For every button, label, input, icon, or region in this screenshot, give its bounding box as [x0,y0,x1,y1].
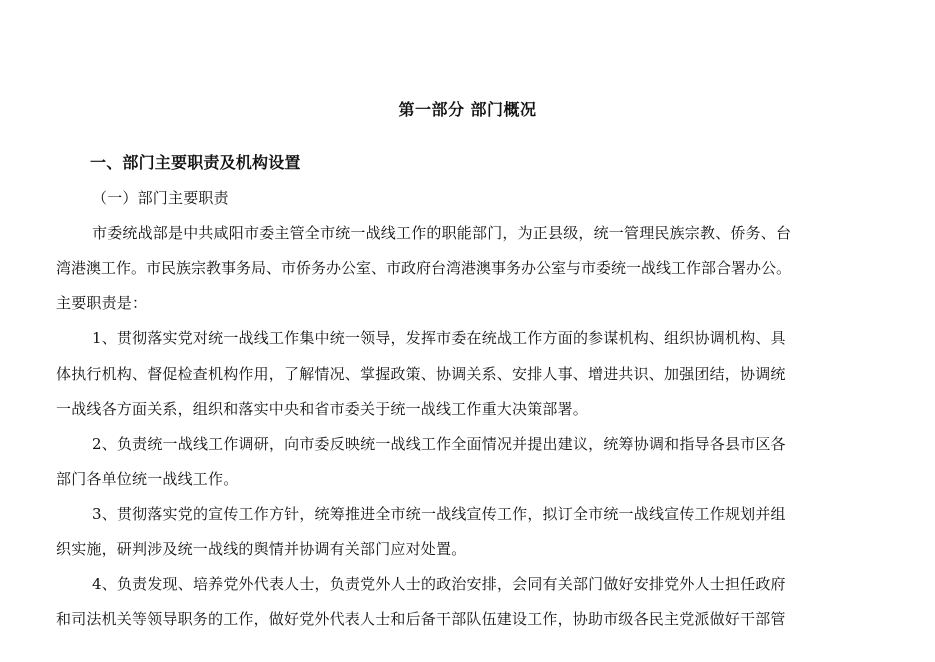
duty-line: 2、负责统一战线工作调研，向市委反映统一战线工作全面情况并提出建议，统筹协调和指导各县市区各 [92,435,786,453]
duty-line: 部门各单位统一战线工作。 [56,470,239,488]
duty-line: 织实施，研判涉及统一战线的舆情并协调有关部门应对处置。 [56,540,467,558]
duty-line: 一战线各方面关系，组织和落实中央和省市委关于统一战线工作重大决策部署。 [56,400,589,418]
duty-line: 3、贯彻落实党的宣传工作方针，统筹推进全市统一战线宣传工作，拟订全市统一战线宣传工作规划并组 [92,505,786,523]
paragraph-line: 湾港澳工作。市民族宗教事务局、市侨务办公室、市政府台湾港澳事务办公室与市委统一战线工作部合署办公。 [56,259,792,277]
section-heading: 一、部门主要职责及机构设置 [90,153,301,172]
duty-line: 和司法机关等领导职务的工作，做好党外代表人士和后备干部队伍建设工作，协助市级各民主党派做好干部管 [56,610,786,628]
subsection-heading: （一）部门主要职责 [92,189,229,207]
duty-line: 4、负责发现、培养党外代表人士，负责党外人士的政治安排，会同有关部门做好安排党外人士担任政府 [92,575,786,593]
duty-line: 1、贯彻落实党对统一战线工作集中统一领导，发挥市委在统战工作方面的参谋机构、组织协调机构、具 [92,329,786,347]
paragraph-line: 市委统战部是中共咸阳市委主管全市统一战线工作的职能部门，为正县级，统一管理民族宗教、侨务、台 [92,224,792,242]
page-title: 第一部分 部门概况 [398,100,537,119]
duty-line: 体执行机构、督促检查机构作用，了解情况、掌握政策、协调关系、安排人事、增进共识、加强团结，协调统 [56,365,786,383]
paragraph-line: 主要职责是： [56,294,148,312]
